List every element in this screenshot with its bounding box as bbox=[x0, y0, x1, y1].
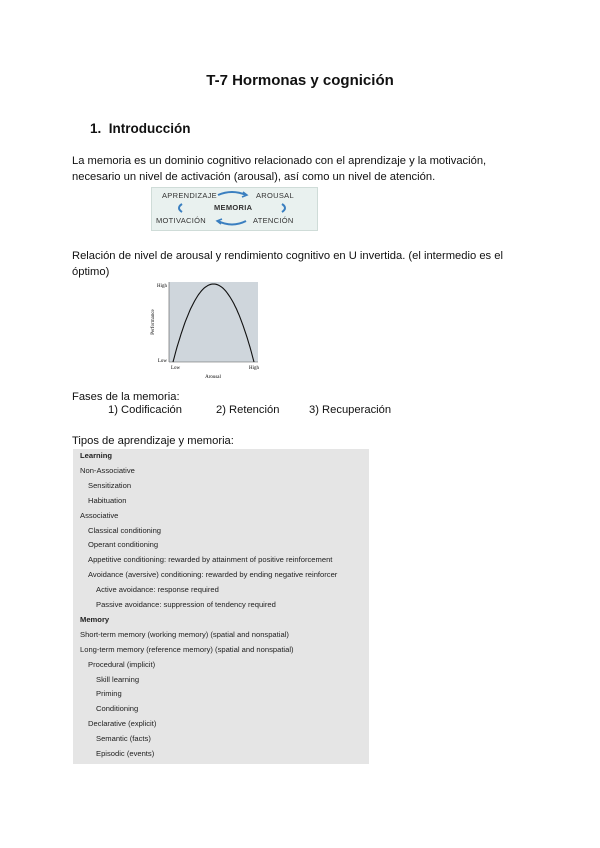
x-axis-label: Arousal bbox=[205, 375, 221, 380]
memory-diagram bbox=[151, 187, 318, 231]
table-row: Learning bbox=[80, 451, 113, 460]
phase-item: 1) Codificación bbox=[108, 404, 182, 416]
chart-plot-area bbox=[169, 282, 258, 362]
arousal-paragraph bbox=[72, 248, 532, 280]
table-row: Non-Associative bbox=[80, 465, 135, 475]
table-row: Procedural (implicit) bbox=[88, 659, 156, 669]
x-tick-high: High bbox=[249, 366, 259, 371]
diagram-label-learning: APRENDIZAJE bbox=[162, 191, 217, 200]
learning-memory-table bbox=[73, 449, 369, 764]
table-row: Long-term memory (reference memory) (spatial and nonspatial) bbox=[80, 644, 294, 654]
table-row: Avoidance (aversive) conditioning: rewarded by ending negative reinforcer bbox=[88, 570, 338, 580]
table-row: Classical conditioning bbox=[88, 525, 162, 535]
table-row: Priming bbox=[96, 689, 122, 699]
diagram-label-motivation: MOTIVACIÓN bbox=[156, 216, 206, 225]
table-row: Associative bbox=[80, 510, 119, 520]
section-heading bbox=[90, 121, 191, 136]
table-row: Appetitive conditioning: rewarded by attainment of positive reinforcement bbox=[88, 555, 333, 565]
table-row: Active avoidance: response required bbox=[96, 585, 219, 595]
table-row: Passive avoidance: suppression of tendency required bbox=[96, 600, 276, 609]
y-axis-label: Performance bbox=[151, 309, 156, 335]
arousal-line: Relación de nivel de arousal y rendimiento cognitivo en U invertida. (el intermedio es el bbox=[72, 250, 503, 262]
table-row: Episodic (events) bbox=[96, 749, 155, 758]
y-tick-low: Low bbox=[157, 359, 167, 364]
arousal-performance-chart bbox=[140, 278, 265, 383]
table-row: Memory bbox=[80, 614, 110, 624]
section-title: Introducción bbox=[108, 121, 191, 136]
table-row: Declarative (explicit) bbox=[88, 719, 157, 729]
table-row: Sensitization bbox=[88, 480, 132, 490]
y-tick-high: High bbox=[157, 284, 167, 289]
phases-heading: Fases de la memoria: bbox=[72, 391, 180, 403]
diagram-label-arousal: AROUSAL bbox=[256, 191, 294, 200]
x-tick-low: Low bbox=[171, 366, 181, 371]
table-row: Skill learning bbox=[96, 674, 140, 684]
intro-line: La memoria es un dominio cognitivo relacionado con el aprendizaje y la motivación, bbox=[72, 155, 487, 167]
table-row: Short-term memory (working memory) (spatial and nonspatial) bbox=[80, 629, 289, 639]
table-row: Semantic (facts) bbox=[96, 734, 151, 744]
section-number: 1. bbox=[90, 121, 102, 136]
arousal-line: óptimo) bbox=[72, 266, 110, 278]
types-heading: Tipos de aprendizaje y memoria: bbox=[72, 435, 234, 447]
table-row: Conditioning bbox=[96, 704, 139, 714]
phase-item: 3) Recuperación bbox=[309, 404, 392, 416]
phase-item: 2) Retención bbox=[216, 404, 280, 416]
table-row: Operant conditioning bbox=[88, 540, 159, 550]
page-title: T-7 Hormonas y cognición bbox=[206, 72, 394, 89]
diagram-label-memory: MEMORIA bbox=[214, 203, 253, 212]
intro-line: necesario un nivel de activación (arousal), así como un nivel de atención. bbox=[72, 171, 436, 183]
chart-svg bbox=[140, 278, 265, 383]
table-row: Habituation bbox=[88, 495, 127, 505]
cycle-arrows-icon bbox=[152, 188, 317, 230]
diagram-label-attention: ATENCIÓN bbox=[253, 216, 294, 225]
intro-paragraph bbox=[72, 153, 532, 185]
